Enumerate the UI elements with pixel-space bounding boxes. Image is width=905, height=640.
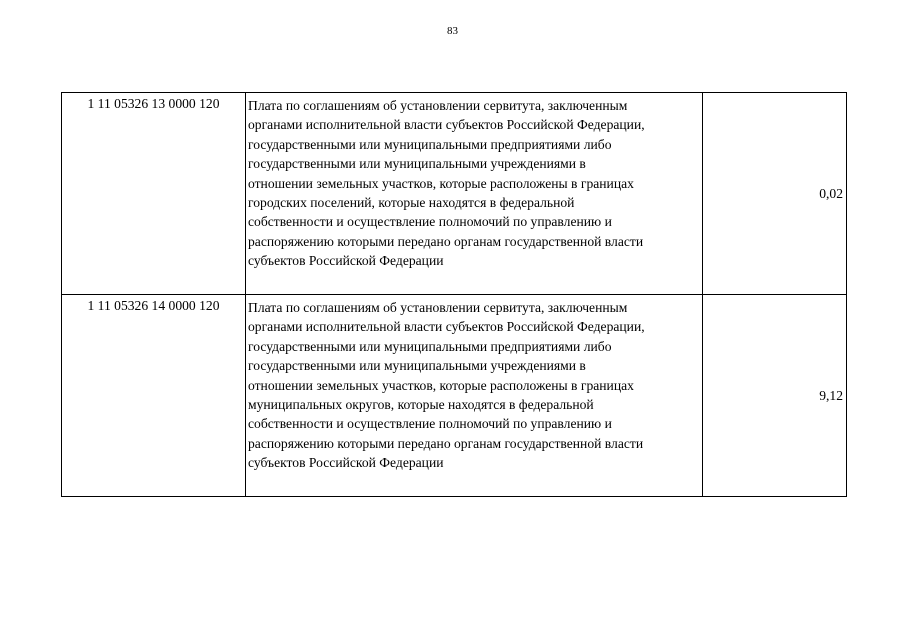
description-line: распоряжению которыми передано органам государственной власти [248, 435, 644, 451]
description-cell [246, 295, 703, 497]
amount-cell: 9,12 [703, 295, 847, 497]
description-line: государственными или муниципальными предприятиями либо [248, 136, 612, 152]
description-line: отношении земельных участков, которые расположены в границах [248, 377, 634, 393]
table-row [62, 295, 847, 497]
description-line: государственными или муниципальными учреждениями в [248, 358, 586, 374]
description-line: органами исполнительной власти субъектов Российской Федерации, [248, 319, 645, 335]
budget-code-cell: 1 11 05326 14 0000 120 [62, 295, 246, 497]
description-line: городских поселений, которые находятся в федеральной [248, 195, 575, 211]
description-line: собственности и осуществление полномочий по управлению и [248, 416, 612, 432]
description-line: собственности и осуществление полномочий по управлению и [248, 214, 612, 230]
description-line: субъектов Российской Федерации [248, 455, 444, 471]
description-line: государственными или муниципальными предприятиями либо [248, 338, 612, 354]
page-number: 83 [447, 25, 458, 37]
table-row [62, 93, 847, 295]
revenue-table [61, 92, 847, 497]
description-line: органами исполнительной власти субъектов Российской Федерации, [248, 117, 645, 133]
description-line: субъектов Российской Федерации [248, 253, 444, 269]
description-line: муниципальных округов, которые находятся в федеральной [248, 397, 594, 413]
description-line: государственными или муниципальными учреждениями в [248, 156, 586, 172]
description-line: отношении земельных участков, которые расположены в границах [248, 175, 634, 191]
description-line: Плата по соглашениям об установлении сервитута, заключенным [248, 300, 628, 315]
description-line: Плата по соглашениям об установлении сервитута, заключенным [248, 98, 628, 113]
description-line: распоряжению которыми передано органам государственной власти [248, 233, 644, 249]
amount-cell: 0,02 [703, 93, 847, 295]
budget-code-cell: 1 11 05326 13 0000 120 [62, 93, 246, 295]
description-cell [246, 93, 703, 295]
